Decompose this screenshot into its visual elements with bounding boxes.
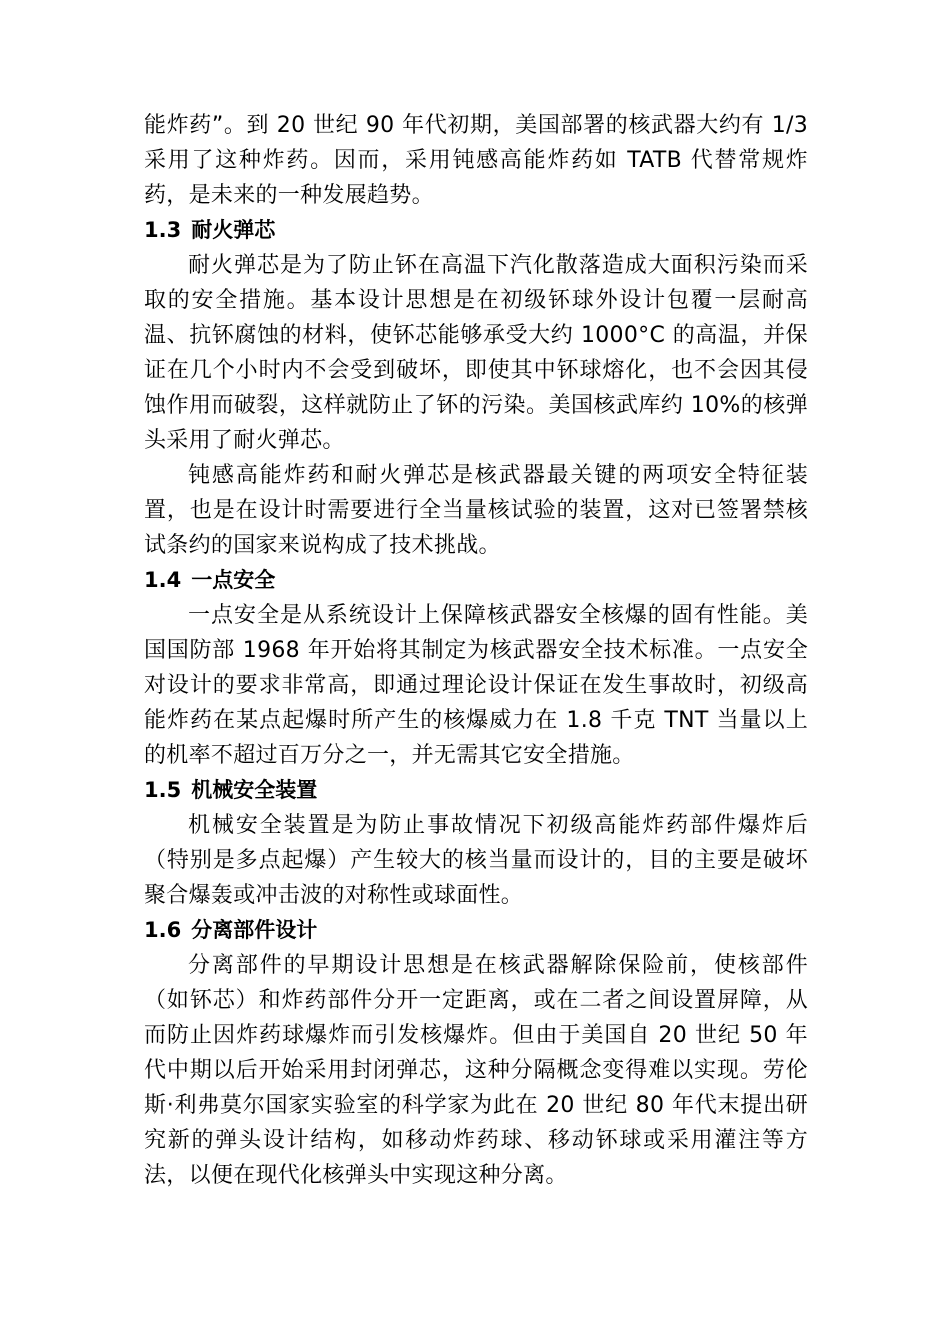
- section-1-3-paragraph-2: 钝感高能炸药和耐火弹芯是核武器最关键的两项安全特征装置，也是在设计时需要进行全当量核试验的装置，这对已签署禁核试条约的国家来说构成了技术挑战。: [144, 463, 808, 558]
- section-number: 1.3: [144, 218, 182, 242]
- section-heading-1-5: [144, 773, 808, 808]
- document-page: [144, 108, 808, 1193]
- section-number: 1.5: [144, 778, 182, 802]
- section-number: 1.6: [144, 918, 182, 942]
- section-title: 耐火弹芯: [191, 218, 276, 242]
- section-heading-1-3: [144, 213, 808, 248]
- section-1-4-paragraph-1: 一点安全是从系统设计上保障核武器安全核爆的固有性能。美国国防部 1968 年开始将其制定为核武器安全技术标准。一点安全对设计的要求非常高，即通过理论设计保证在发生事故时，初级高能炸药在某点起爆时所产生的核爆威力在 1.8 千克 TNT 当量以上的机率不超过百万分之一，并无需其它安全措施。: [144, 603, 808, 768]
- section-heading-1-6: [144, 913, 808, 948]
- section-title: 一点安全: [191, 568, 276, 592]
- section-number: 1.4: [144, 568, 182, 592]
- intro-paragraph: 能炸药”。到 20 世纪 90 年代初期，美国部署的核武器大约有 1/3 采用了这种炸药。因而，采用钝感高能炸药如 TATB 代替常规炸药，是未来的一种发展趋势。: [144, 113, 808, 208]
- section-title: 机械安全装置: [191, 778, 318, 802]
- section-title: 分离部件设计: [191, 918, 318, 942]
- section-1-6-paragraph-1: 分离部件的早期设计思想是在核武器解除保险前，使核部件（如钚芯）和炸药部件分开一定距离，或在二者之间设置屏障，从而防止因炸药球爆炸而引发核爆炸。但由于美国自 20 世纪 50 年代中期以后开始采用封闭弹芯，这种分隔概念变得难以实现。劳伦斯·利弗莫尔国家实验室的科学家为此在 20 世纪 80 年代末提出研究新的弹头设计结构，如移动炸药球、移动钚球或采用灌注等方法，以便在现代化核弹头中实现这种分离。: [144, 953, 808, 1188]
- section-1-3-paragraph-1: 耐火弹芯是为了防止钚在高温下汽化散落造成大面积污染而采取的安全措施。基本设计思想是在初级钚球外设计包覆一层耐高温、抗钚腐蚀的材料，使钚芯能够承受大约 1000°C 的高温，并保证在几个小时内不会受到破坏，即使其中钚球熔化，也不会因其侵蚀作用而破裂，这样就防止了钚的污染。美国核武库约 10%的核弹头采用了耐火弹芯。: [144, 253, 808, 453]
- section-heading-1-4: [144, 563, 808, 598]
- section-1-5-paragraph-1: 机械安全装置是为防止事故情况下初级高能炸药部件爆炸后（特别是多点起爆）产生较大的核当量而设计的，目的主要是破坏聚合爆轰或冲击波的对称性或球面性。: [144, 813, 808, 908]
